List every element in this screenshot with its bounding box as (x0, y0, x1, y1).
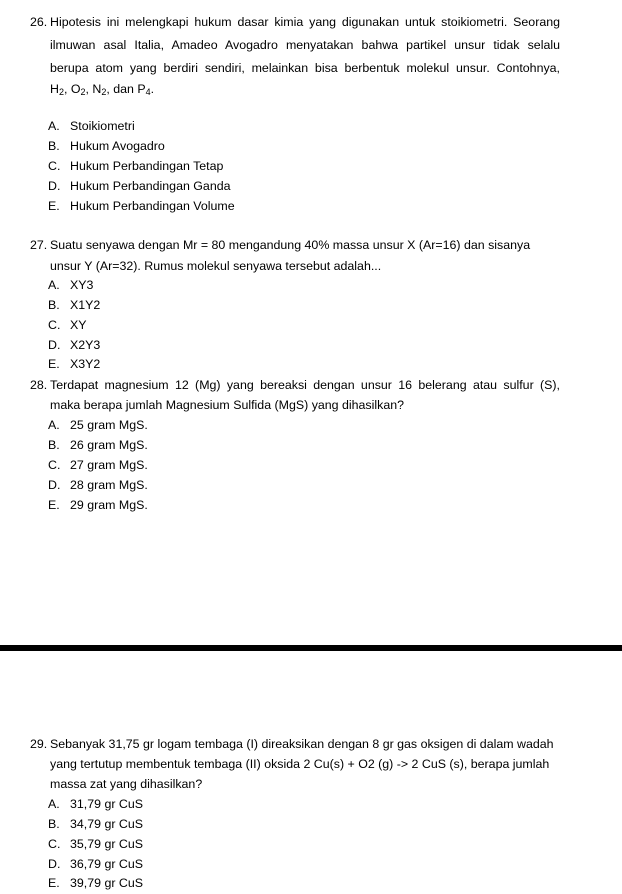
formula-sep-2: , (85, 82, 93, 96)
option-letter: A. (48, 119, 60, 133)
question-26-option-d[interactable] (48, 179, 231, 193)
option-text: 35,79 gr CuS (70, 837, 144, 851)
option-text: Hukum Avogadro (70, 139, 165, 153)
option-text: XY (70, 318, 87, 332)
question-27-option-e[interactable] (48, 357, 100, 371)
question-26-line-3: berupa atom yang berdiri sendiri, melainkan bisa berbentuk molekul unsur. Contohnya, (50, 61, 560, 75)
option-letter: C. (48, 837, 61, 851)
option-text: XY3 (70, 278, 94, 292)
formula-sep-3: , dan (106, 82, 138, 96)
option-letter: B. (48, 817, 60, 831)
formula-o: O (70, 82, 81, 96)
question-29-number: 29. (30, 737, 48, 751)
formula-h-sub: 2 (58, 87, 64, 97)
formula-end: . (150, 82, 155, 96)
option-text: 28 gram MgS. (70, 478, 148, 492)
option-letter: C. (48, 318, 61, 332)
question-28-option-a[interactable] (48, 418, 148, 432)
option-letter: D. (48, 179, 61, 193)
option-letter: C. (48, 159, 61, 173)
option-letter: A. (48, 797, 60, 811)
question-28-line-2: maka berapa jumlah Magnesium Sulfida (MgS) yang dihasilkan? (50, 398, 405, 412)
option-text: 31,79 gr CuS (70, 797, 144, 811)
formula-n-sub: 2 (101, 87, 107, 97)
option-text: X2Y3 (70, 338, 101, 352)
option-letter: E. (48, 199, 60, 213)
option-letter: C. (48, 458, 61, 472)
option-text: Stoikiometri (70, 119, 135, 133)
question-29-option-b[interactable] (48, 817, 143, 831)
question-28-option-e[interactable] (48, 498, 148, 512)
question-27-line-2: unsur Y (Ar=32). Rumus molekul senyawa tersebut adalah... (50, 259, 382, 273)
question-29-option-a[interactable] (48, 797, 143, 811)
option-letter: A. (48, 278, 60, 292)
question-27-number: 27. (30, 238, 48, 252)
question-29-option-e[interactable] (48, 876, 143, 890)
option-text: 39,79 gr CuS (70, 876, 144, 890)
formula-p: P (137, 82, 146, 96)
option-text: 36,79 gr CuS (70, 857, 144, 871)
question-29-option-d[interactable] (48, 857, 143, 871)
question-26-line-2: ilmuwan asal Italia, Amadeo Avogadro menyatakan bahwa partikel unsur tidak selalu (50, 38, 560, 52)
question-26-option-e[interactable] (48, 199, 235, 213)
option-text: 27 gram MgS. (70, 458, 148, 472)
question-26-option-c[interactable] (48, 159, 223, 173)
question-26-line-1: Hipotesis ini melengkapi hukum dasar kimia yang digunakan untuk stoikiometri. Seorang (50, 15, 560, 29)
question-27-option-b[interactable] (48, 298, 100, 312)
option-letter: A. (48, 418, 60, 432)
question-27-option-a[interactable] (48, 278, 93, 292)
question-28-option-b[interactable] (48, 438, 148, 452)
option-letter: D. (48, 338, 61, 352)
option-text: 25 gram MgS. (70, 418, 148, 432)
question-29-option-c[interactable] (48, 837, 143, 851)
option-letter: B. (48, 298, 60, 312)
formula-h: H (50, 82, 59, 96)
option-text: 29 gram MgS. (70, 498, 148, 512)
option-letter: D. (48, 478, 61, 492)
option-text: X3Y2 (70, 357, 101, 371)
question-28-option-d[interactable] (48, 478, 148, 492)
formula-p-sub: 4 (145, 87, 151, 97)
option-letter: E. (48, 357, 60, 371)
question-28-line-1: Terdapat magnesium 12 (Mg) yang bereaksi dengan unsur 16 belerang atau sulfur (S), (50, 378, 560, 392)
question-27-option-c[interactable] (48, 318, 87, 332)
question-28-option-c[interactable] (48, 458, 148, 472)
option-letter: E. (48, 498, 60, 512)
option-text: 34,79 gr CuS (70, 817, 144, 831)
option-letter: B. (48, 139, 60, 153)
question-29-line-1: Sebanyak 31,75 gr logam tembaga (I) direaksikan dengan 8 gr gas oksigen di dalam wadah (50, 737, 554, 751)
option-text: Hukum Perbandingan Volume (70, 199, 235, 213)
formula-sep-1: , (63, 82, 71, 96)
question-26-formula-line (50, 82, 154, 96)
question-26-option-a[interactable] (48, 119, 135, 133)
question-29-line-3: massa zat yang dihasilkan? (50, 777, 203, 791)
formula-o-sub: 2 (80, 87, 86, 97)
question-27-option-d[interactable] (48, 338, 100, 352)
option-text: X1Y2 (70, 298, 101, 312)
formula-n: N (92, 82, 102, 96)
question-29-line-2: yang tertutup membentuk tembaga (II) oksida 2 Cu(s) + O2 (g) -> 2 CuS (s), berapa jumlah (50, 757, 550, 771)
option-text: Hukum Perbandingan Ganda (70, 179, 231, 193)
question-27-line-1: Suatu senyawa dengan Mr = 80 mengandung 40% massa unsur X (Ar=16) dan sisanya (50, 238, 531, 252)
option-letter: E. (48, 876, 60, 890)
option-text: 26 gram MgS. (70, 438, 148, 452)
question-26-option-b[interactable] (48, 139, 165, 153)
option-text: Hukum Perbandingan Tetap (70, 159, 224, 173)
option-letter: B. (48, 438, 60, 452)
page-divider (0, 645, 622, 651)
option-letter: D. (48, 857, 61, 871)
question-26-number: 26. (30, 15, 48, 29)
question-28-number: 28. (30, 378, 48, 392)
